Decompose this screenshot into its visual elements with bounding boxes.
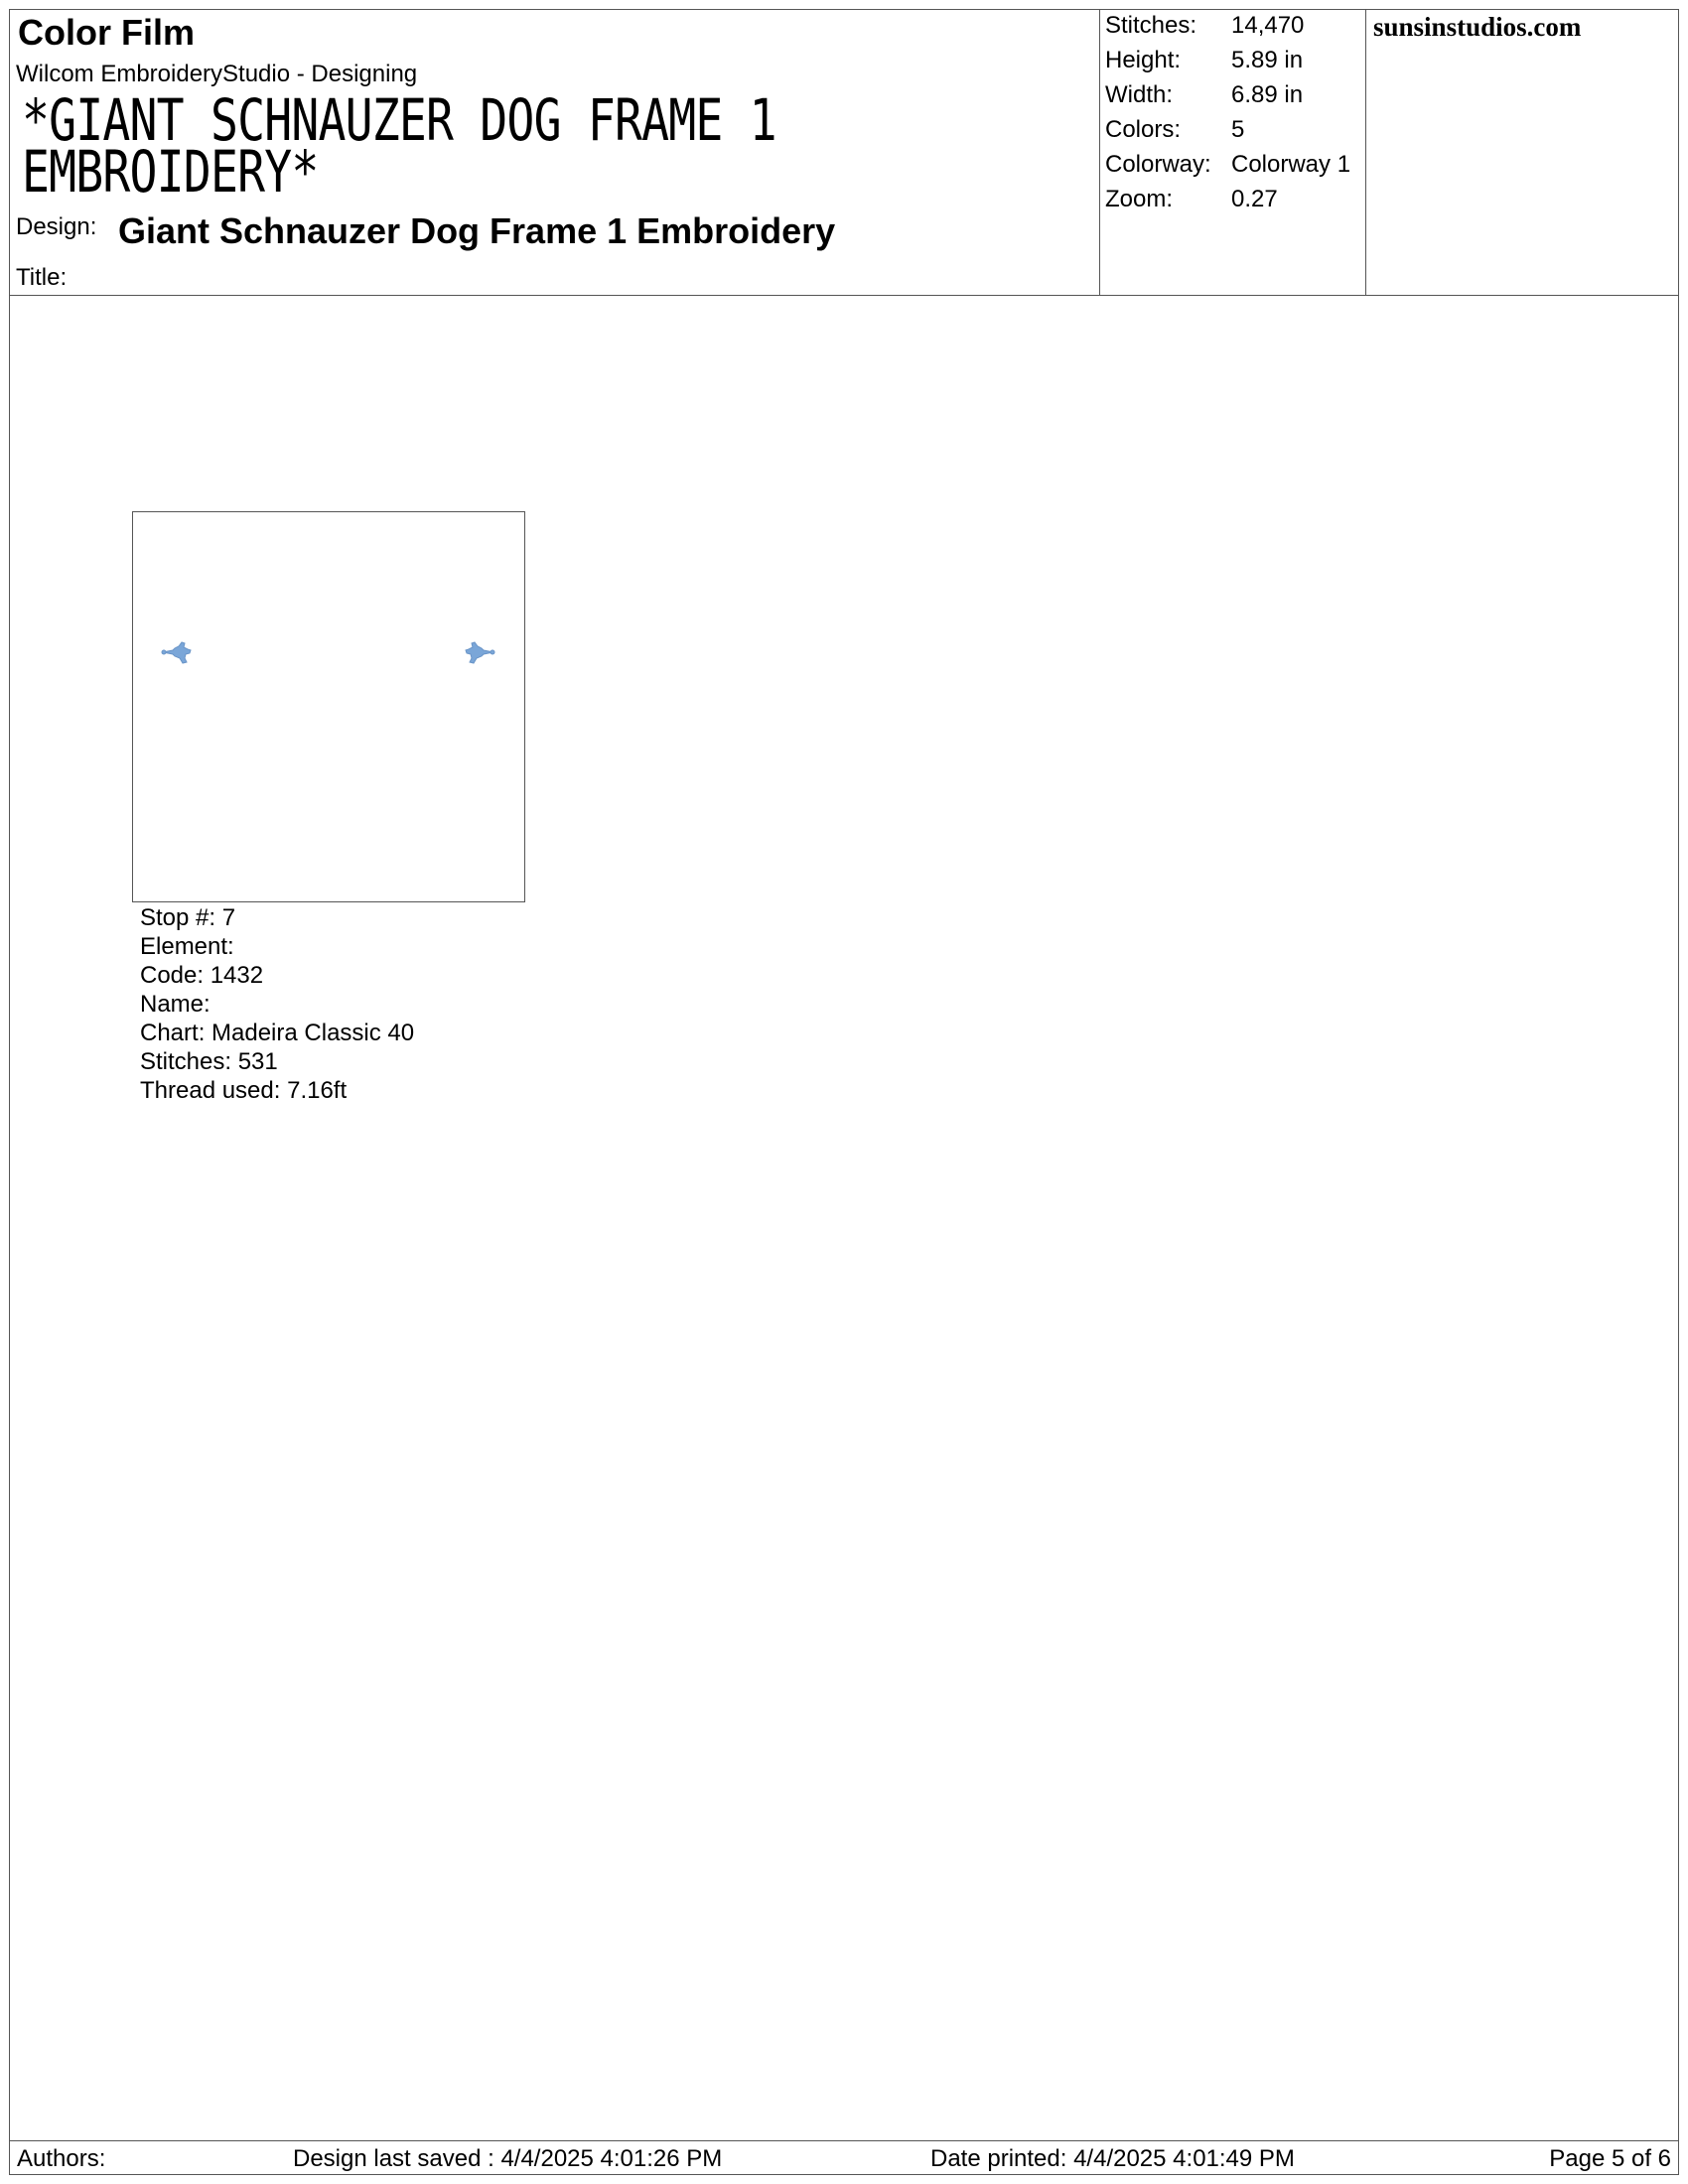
stat-row-colors xyxy=(1105,116,1365,150)
last-saved: Design last saved : 4/4/2025 4:01:26 PM xyxy=(293,2145,723,2172)
thread-stitches: Stitches: 531 xyxy=(140,1048,278,1075)
thread-preview-box xyxy=(132,511,525,902)
stat-row-width xyxy=(1105,81,1365,115)
header-divider xyxy=(1365,9,1366,296)
date-printed: Date printed: 4/4/2025 4:01:49 PM xyxy=(930,2145,1295,2172)
stat-value: Colorway 1 xyxy=(1231,151,1351,178)
stat-value: 14,470 xyxy=(1231,12,1305,39)
authors-label: Authors: xyxy=(17,2145,106,2172)
stat-value: 6.89 in xyxy=(1231,81,1304,108)
design-file-name-line-1: *GIANT SCHNAUZER DOG FRAME 1 xyxy=(22,86,776,154)
document-type: Color Film xyxy=(18,12,195,53)
stat-key: Height: xyxy=(1105,47,1182,73)
design-label: Design: xyxy=(16,213,97,240)
stat-value: 0.27 xyxy=(1231,186,1278,212)
thread-info xyxy=(140,903,414,1105)
stat-key: Colorway: xyxy=(1105,151,1211,178)
stat-row-stitches xyxy=(1105,12,1365,46)
design-file-name xyxy=(22,86,864,205)
stop-number: Stop #: 7 xyxy=(140,904,236,931)
design-file-name-line-2: EMBROIDERY* xyxy=(22,138,319,205)
page-number: Page 5 of 6 xyxy=(1549,2145,1671,2172)
software-name: Wilcom EmbroideryStudio - Designing xyxy=(16,61,418,87)
thread-used: Thread used: 7.16ft xyxy=(140,1077,348,1104)
right-stitch-motif xyxy=(462,637,495,667)
header-divider xyxy=(1099,9,1100,296)
title-label: Title: xyxy=(16,264,68,291)
stat-value: 5.89 in xyxy=(1231,47,1304,73)
stat-key: Stitches: xyxy=(1105,12,1197,39)
stat-key: Width: xyxy=(1105,81,1174,108)
stat-row-height xyxy=(1105,47,1365,80)
design-value: Giant Schnauzer Dog Frame 1 Embroidery xyxy=(118,210,836,251)
left-stitch-motif xyxy=(161,637,195,667)
stat-key: Zoom: xyxy=(1105,186,1174,212)
brand-website: sunsinstudios.com xyxy=(1373,12,1582,42)
stat-row-colorway xyxy=(1105,151,1365,185)
thread-chart: Chart: Madeira Classic 40 xyxy=(140,1020,415,1046)
stat-key: Colors: xyxy=(1105,116,1182,143)
stat-row-zoom xyxy=(1105,186,1365,219)
thread-name: Name: xyxy=(140,991,211,1018)
footer xyxy=(9,2140,1679,2175)
element: Element: xyxy=(140,933,234,960)
thread-code: Code: 1432 xyxy=(140,962,264,989)
stat-value: 5 xyxy=(1231,116,1245,143)
